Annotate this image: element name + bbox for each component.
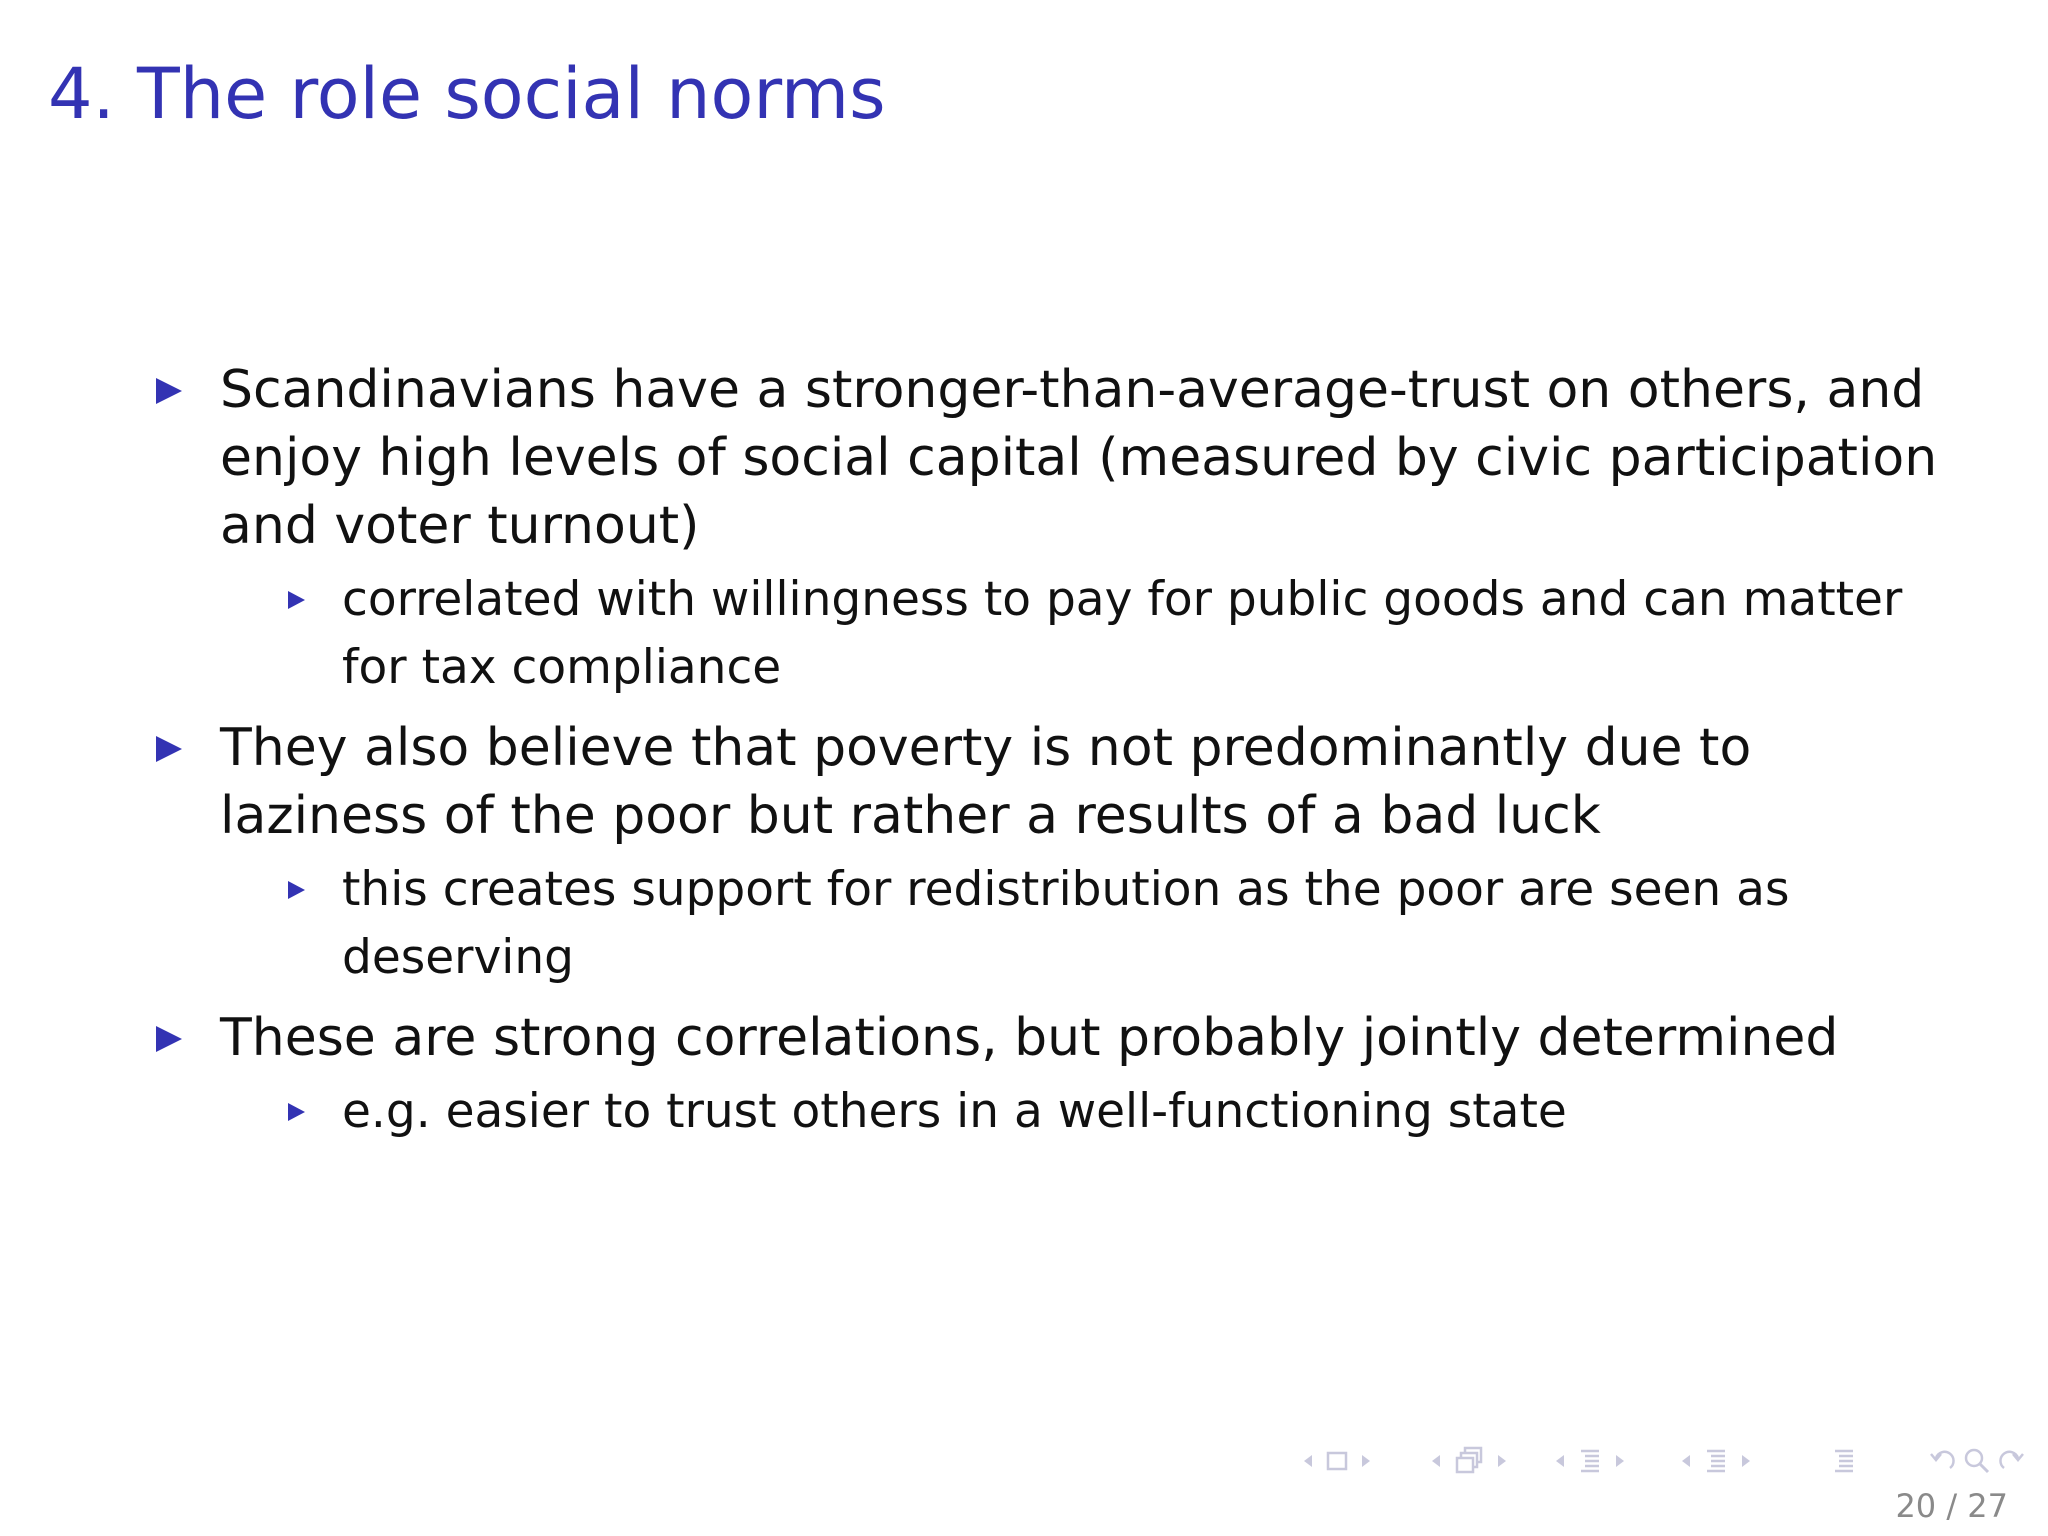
nav-section-icon[interactable]	[1576, 1444, 1604, 1478]
bullet-text: They also believe that poverty is not predominantly due to laziness of the poor but rather a results of a bad luck	[220, 718, 1752, 846]
nav-toc-icon[interactable]	[1830, 1444, 1858, 1478]
nav-prev-section-icon[interactable]	[1552, 1444, 1568, 1478]
sub-bullet-item	[220, 856, 1956, 992]
sub-bullet-list	[220, 566, 1956, 702]
nav-forward-icon[interactable]	[1996, 1444, 2026, 1478]
nav-part-icon[interactable]	[1702, 1444, 1730, 1478]
nav-back-icon[interactable]	[1928, 1444, 1958, 1478]
bullet-item	[156, 356, 1956, 702]
nav-next-subsection-icon[interactable]	[1494, 1444, 1510, 1478]
sub-bullet-item	[220, 566, 1956, 702]
sub-bullet-text: this creates support for redistribution as the poor are seen as deserving	[342, 862, 1790, 985]
sub-bullet-triangle-icon	[288, 1103, 305, 1121]
beamer-navigation-bar	[1300, 1444, 2030, 1478]
sub-bullet-list	[220, 1078, 1956, 1146]
sub-bullet-item	[220, 1078, 1956, 1146]
bullet-triangle-icon	[156, 1026, 182, 1052]
nav-frame-icon[interactable]	[1324, 1444, 1350, 1478]
nav-next-part-icon[interactable]	[1738, 1444, 1754, 1478]
frame-title: 4. The role social norms	[48, 53, 886, 135]
bullet-triangle-icon	[156, 736, 182, 762]
nav-next-frame-icon[interactable]	[1358, 1444, 1374, 1478]
sub-bullet-list	[220, 856, 1956, 992]
page-number: 20 / 27	[1895, 1487, 2008, 1525]
bullet-text: These are strong correlations, but probably jointly determined	[220, 1008, 1839, 1068]
nav-search-icon[interactable]	[1962, 1444, 1992, 1478]
nav-next-section-icon[interactable]	[1612, 1444, 1628, 1478]
nav-prev-part-icon[interactable]	[1678, 1444, 1694, 1478]
bullet-list	[156, 356, 1956, 1158]
sub-bullet-triangle-icon	[288, 881, 305, 899]
bullet-text: Scandinavians have a stronger-than-average-trust on others, and enjoy high levels of social capital (measured by civic participation and voter turnout)	[220, 360, 1938, 556]
sub-bullet-triangle-icon	[288, 591, 305, 609]
bullet-item	[156, 1004, 1956, 1146]
nav-subsection-icon[interactable]	[1452, 1444, 1486, 1478]
sub-bullet-text: correlated with willingness to pay for public goods and can matter for tax compliance	[342, 572, 1903, 695]
bullet-triangle-icon	[156, 378, 182, 404]
sub-bullet-text: e.g. easier to trust others in a well-functioning state	[342, 1084, 1567, 1139]
bullet-item	[156, 714, 1956, 992]
nav-prev-subsection-icon[interactable]	[1428, 1444, 1444, 1478]
nav-prev-frame-icon[interactable]	[1300, 1444, 1316, 1478]
